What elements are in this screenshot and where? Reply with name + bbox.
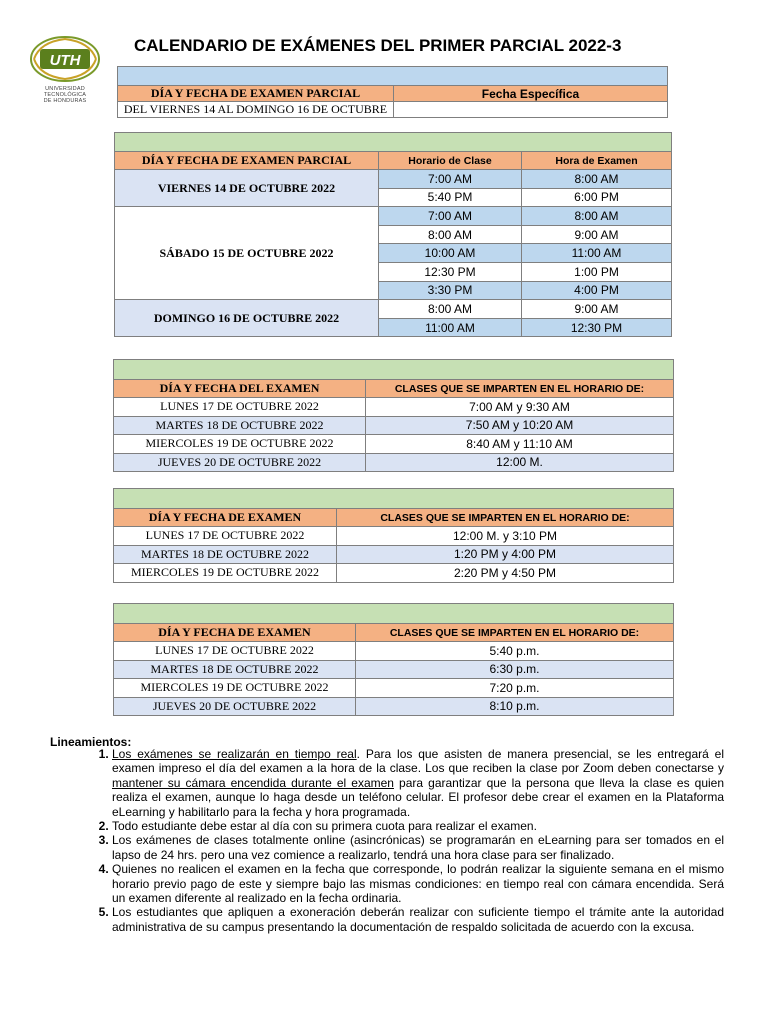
day-cell: MARTES 18 DE OCTUBRE 2022 xyxy=(114,416,366,435)
guideline-text: . Para los que asisten de manera presencial, se les entregará el examen impreso el día del examen a la hora de la clase. Los que reciben la clase por Zoom deben conectarse y xyxy=(112,747,724,776)
guideline-item: 4. Quienes no realicen el examen en la fecha que corresponde, lo podrán realizar la siguiente semana en el mismo horario previo pago de este y siempre bajo las mismas condiciones: en tiempo real con cámara encendida. Será un examen diferente al realizado en la fecha ordinaria. xyxy=(112,862,724,905)
column-header: Fecha Específica xyxy=(394,86,668,102)
guideline-item: 2. Todo estudiante debe estar al día con su primera cuota para realizar el examen. xyxy=(112,819,724,833)
class-time-cell: 5:40 PM xyxy=(379,188,522,207)
uth-logo-icon xyxy=(28,34,102,84)
guideline-item: 3. Los exámenes de clases totalmente online (asincrónicas) se programarán en eLearning para ser tomados en el lapso de 24 hrs. pero una vez comience a realizarlo, tendrá una hora clase para ser finalizado. xyxy=(112,833,724,862)
exam-time-cell: 11:00 AM xyxy=(522,244,672,263)
exam-time-cell: 1:00 PM xyxy=(522,262,672,281)
specific-date-cell xyxy=(394,102,668,118)
day-cell: JUEVES 20 DE OCTUBRE 2022 xyxy=(114,453,366,472)
column-header: DÍA Y FECHA DE EXAMEN xyxy=(114,624,356,642)
column-header: DÍA Y FECHA DEL EXAMEN xyxy=(114,380,366,398)
day-cell: LUNES 17 DE OCTUBRE 2022 xyxy=(114,398,366,417)
schedule-cell: 8:10 p.m. xyxy=(356,697,674,716)
exam-time-cell: 9:00 AM xyxy=(522,225,672,244)
column-header: Horario de Clase xyxy=(379,152,522,170)
guideline-item: 5. Los estudiantes que apliquen a exoneración deberán realizar con suficiente tiempo el trámite ante la autoridad administrativa de su campus presentando la documentación de respaldo solicitada de acuerdo con la excusa. xyxy=(112,905,724,934)
exam-time-cell: 4:00 PM xyxy=(522,281,672,300)
uth-logo xyxy=(24,30,106,114)
column-header: DÍA Y FECHA DE EXAMEN PARCIAL xyxy=(115,152,379,170)
schedule-cell: 12:00 M. y 3:10 PM xyxy=(337,527,674,546)
exam-period-table xyxy=(117,66,668,118)
table-band xyxy=(114,360,674,380)
day-cell: MARTES 18 DE OCTUBRE 2022 xyxy=(114,545,337,564)
exam-time-cell: 12:30 PM xyxy=(522,318,672,337)
class-time-cell: 8:00 AM xyxy=(379,300,522,319)
class-time-cell: 3:30 PM xyxy=(379,281,522,300)
page-title: CALENDARIO DE EXÁMENES DEL PRIMER PARCIAL 2022-3 xyxy=(134,36,622,55)
schedule-cell: 7:00 AM y 9:30 AM xyxy=(366,398,674,417)
schedule-cell: 12:00 M. xyxy=(366,453,674,472)
guidelines-title: Lineamientos: xyxy=(50,735,132,749)
schedule-cell: 6:30 p.m. xyxy=(356,660,674,679)
day-cell: MIERCOLES 19 DE OCTUBRE 2022 xyxy=(114,435,366,454)
schedule-cell: 7:50 AM y 10:20 AM xyxy=(366,416,674,435)
column-header: Hora de Examen xyxy=(522,152,672,170)
day-cell: SÁBADO 15 DE OCTUBRE 2022 xyxy=(115,207,379,300)
exam-time-cell: 8:00 AM xyxy=(522,170,672,189)
table-band xyxy=(118,67,668,86)
guideline-text: para garantizar que la persona que lleva la clase es quien realiza el examen, aunque lo haga desde un teléfono celular. El profesor debe crear el examen en la Plataforma eLearning y habilitarlo para la fecha y hora programada. xyxy=(112,775,725,819)
day-cell: LUNES 17 DE OCTUBRE 2022 xyxy=(114,642,356,661)
day-cell: MIERCOLES 19 DE OCTUBRE 2022 xyxy=(114,564,337,583)
schedule-cell: 1:20 PM y 4:00 PM xyxy=(337,545,674,564)
schedule-cell: 2:20 PM y 4:50 PM xyxy=(337,564,674,583)
day-cell: MIERCOLES 19 DE OCTUBRE 2022 xyxy=(114,679,356,698)
schedule-cell: 5:40 p.m. xyxy=(356,642,674,661)
class-time-cell: 7:00 AM xyxy=(379,170,522,189)
table-band xyxy=(114,604,674,624)
guidelines-list xyxy=(60,747,724,934)
column-header: CLASES QUE SE IMPARTEN EN EL HORARIO DE: xyxy=(337,509,674,527)
class-time-cell: 11:00 AM xyxy=(379,318,522,337)
guideline-item xyxy=(112,747,724,819)
column-header: DÍA Y FECHA DE EXAMEN xyxy=(114,509,337,527)
column-header: CLASES QUE SE IMPARTEN EN EL HORARIO DE: xyxy=(356,624,674,642)
morning-schedule-table xyxy=(113,359,674,472)
class-time-cell: 7:00 AM xyxy=(379,207,522,226)
logo-subtext: UNIVERSIDAD TECNOLÓGICA DE HONDURAS xyxy=(43,86,87,104)
period-cell: DEL VIERNES 14 AL DOMINGO 16 DE OCTUBRE xyxy=(118,102,394,118)
column-header: DÍA Y FECHA DE EXAMEN PARCIAL xyxy=(118,86,394,102)
exam-time-cell: 6:00 PM xyxy=(522,188,672,207)
logo-text: UTH xyxy=(49,52,81,69)
day-cell: MARTES 18 DE OCTUBRE 2022 xyxy=(114,660,356,679)
weekend-schedule-table xyxy=(114,132,672,337)
guideline-emphasis: Los exámenes se realizarán en tiempo real xyxy=(112,747,357,761)
schedule-cell: 8:40 AM y 11:10 AM xyxy=(366,435,674,454)
class-time-cell: 10:00 AM xyxy=(379,244,522,263)
day-cell: VIERNES 14 DE OCTUBRE 2022 xyxy=(115,170,379,207)
guideline-emphasis: mantener su cámara encendida durante el examen xyxy=(112,775,394,790)
table-band xyxy=(114,489,674,509)
exam-time-cell: 8:00 AM xyxy=(522,207,672,226)
column-header: CLASES QUE SE IMPARTEN EN EL HORARIO DE: xyxy=(366,380,674,398)
class-time-cell: 12:30 PM xyxy=(379,262,522,281)
day-cell: DOMINGO 16 DE OCTUBRE 2022 xyxy=(115,300,379,337)
evening-schedule-table xyxy=(113,603,674,716)
day-cell: LUNES 17 DE OCTUBRE 2022 xyxy=(114,527,337,546)
day-cell: JUEVES 20 DE OCTUBRE 2022 xyxy=(114,697,356,716)
class-time-cell: 8:00 AM xyxy=(379,225,522,244)
afternoon-schedule-table xyxy=(113,488,674,583)
schedule-cell: 7:20 p.m. xyxy=(356,679,674,698)
exam-time-cell: 9:00 AM xyxy=(522,300,672,319)
table-band xyxy=(115,133,672,152)
